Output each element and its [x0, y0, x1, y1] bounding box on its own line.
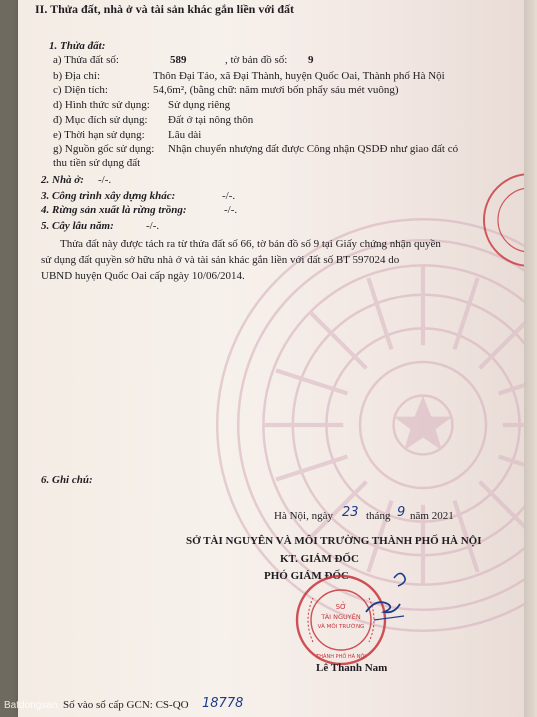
origin-line-2: thu tiền sử dụng đất	[53, 157, 141, 169]
map-number: 9	[308, 54, 314, 66]
note-line-3: UBND huyện Quốc Oai cấp ngày 10/06/2014.	[41, 270, 245, 282]
note-line-2: sử dụng đất quyền sở hữu nhà ở và tài sản khác gắn liền với đất số BT 597024 do	[41, 254, 400, 266]
handwritten-signature	[318, 560, 428, 630]
parcel-label: a) Thửa đất số:	[53, 54, 119, 66]
forest-heading: 4. Rừng sản xuất là rừng trồng:	[41, 204, 187, 216]
stamp-line-3: VÀ MÔI TRƯỜNG	[317, 624, 365, 630]
term-label: e) Thời hạn sử dụng:	[53, 129, 145, 141]
page-edge	[524, 0, 537, 717]
trees-value: -/-.	[146, 220, 160, 232]
stamp-line-1: SỞ	[335, 603, 347, 611]
origin-line-1: Nhận chuyển nhượng đất được Công nhận QSDĐ như giao đất có	[168, 143, 459, 155]
origin-label: g) Nguồn gốc sử dụng:	[53, 143, 155, 155]
area-value: 54,6m², (bằng chữ: năm mươi bốn phẩy sáu mét vuông)	[153, 84, 399, 96]
purpose-value: Đất ở tại nông thôn	[168, 114, 254, 126]
term-value: Lâu dài	[168, 129, 202, 141]
parcel-number: 589	[170, 54, 187, 66]
notes-heading: 6. Ghi chú:	[41, 474, 93, 486]
address-label: b) Địa chỉ:	[53, 70, 101, 82]
date-year: năm 2021	[410, 510, 454, 522]
signer-name: Lê Thanh Nam	[316, 662, 388, 674]
construction-value: -/-.	[222, 190, 236, 202]
date-place: Hà Nội, ngày	[274, 510, 333, 522]
purpose-label: đ) Mục đích sử dụng:	[53, 114, 148, 126]
agency-name: SỞ TÀI NGUYÊN VÀ MÔI TRƯỜNG THÀNH PHỐ HÀ NỘI	[186, 535, 482, 547]
address-value: Thôn Đại Tảo, xã Đại Thành, huyện Quốc Oai, Thành phố Hà Nội	[153, 70, 445, 82]
date-day: 23	[342, 505, 359, 520]
map-label: , tờ bản đồ số:	[225, 54, 288, 66]
stamp-line-4: THÀNH PHỐ HÀ NỘI	[316, 654, 366, 660]
stamp-line-2: TÀI NGUYÊN	[321, 613, 361, 621]
house-heading: 2. Nhà ở:	[41, 174, 84, 186]
house-value: -/-.	[98, 174, 112, 186]
registry-label: Số vào sổ cấp GCN: CS-QO	[63, 699, 189, 711]
signer-title: PHÓ GIÁM ĐỐC	[264, 570, 349, 582]
construction-heading: 3. Công trình xây dựng khác:	[41, 190, 176, 202]
date-month: 9	[397, 505, 406, 520]
area-label: c) Diện tích:	[53, 84, 108, 96]
site-watermark: Batdongsan	[4, 700, 58, 711]
usage-form-value: Sử dụng riêng	[168, 99, 231, 111]
registry-number: 18778	[202, 696, 244, 711]
section-title: II. Thửa đất, nhà ở và tài sản khác gắn liền với đất	[35, 2, 295, 16]
forest-value: -/-.	[224, 204, 238, 216]
land-heading: 1. Thửa đất:	[49, 40, 106, 52]
trees-heading: 5. Cây lâu năm:	[41, 220, 114, 232]
date-month-label: tháng	[366, 510, 391, 522]
certificate-page	[18, 0, 524, 717]
note-line-1: Thửa đất này được tách ra từ thửa đất số 66, tờ bản đồ số 9 tại Giấy chứng nhận quyền	[60, 238, 441, 250]
usage-form-label: d) Hình thức sử dụng:	[53, 99, 150, 111]
on-behalf: KT. GIÁM ĐỐC	[280, 553, 359, 565]
